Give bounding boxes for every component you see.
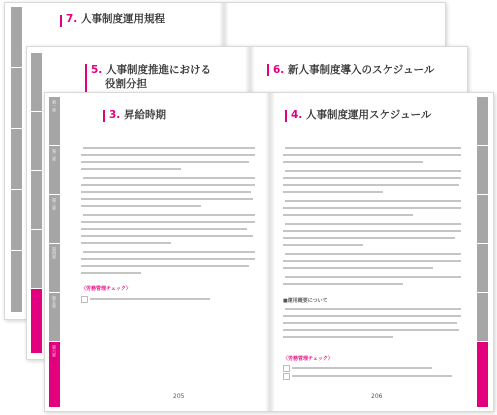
section-title-text: 昇給時期 bbox=[123, 109, 166, 121]
middle-page-chapter-tabs bbox=[31, 53, 42, 353]
checklist-item-text bbox=[292, 367, 432, 369]
title-accent-bar bbox=[85, 64, 87, 92]
chapter-tab[interactable]: 第四章 bbox=[49, 244, 60, 293]
chapter-tab[interactable]: 第二章 bbox=[49, 146, 60, 195]
title-accent-bar bbox=[285, 110, 287, 122]
section-number: 5. bbox=[91, 64, 103, 76]
section-number: 4. bbox=[291, 109, 303, 121]
section-title-line2: 役割分担 bbox=[105, 78, 147, 91]
chapter-tab[interactable] bbox=[31, 230, 42, 289]
back-page-chapter-tabs bbox=[11, 7, 22, 312]
chapter-tab-active[interactable] bbox=[31, 289, 42, 354]
chapter-tab[interactable]: 第一章 bbox=[49, 97, 60, 146]
chapter-tab[interactable] bbox=[31, 112, 42, 171]
checklist-checkbox[interactable] bbox=[81, 296, 88, 303]
right-subheading: ■運用概要について bbox=[283, 298, 328, 304]
chapter-tab[interactable] bbox=[11, 190, 22, 251]
chapter-tab[interactable] bbox=[477, 244, 488, 293]
chapter-tab[interactable] bbox=[477, 97, 488, 146]
chapter-tab[interactable] bbox=[477, 293, 488, 342]
title-accent-bar bbox=[103, 110, 105, 122]
left-checklist-heading: 〈労務管理チェック〉 bbox=[81, 286, 131, 292]
chapter-tab[interactable]: 第五章 bbox=[49, 293, 60, 342]
front-page bbox=[44, 92, 494, 412]
checklist-checkbox[interactable] bbox=[283, 365, 290, 372]
section-title-text: 人事制度運用スケジュール bbox=[305, 109, 432, 121]
chapter-tab-active[interactable]: 第六章 bbox=[49, 342, 60, 408]
chapter-tab-active[interactable] bbox=[477, 342, 488, 408]
checklist-item-text bbox=[90, 298, 210, 300]
right-checklist-heading: 〈労務管理チェック〉 bbox=[283, 356, 333, 362]
front-left-title bbox=[109, 108, 166, 122]
section-number: 7. bbox=[66, 13, 78, 25]
section-number: 3. bbox=[109, 109, 121, 121]
right-chapter-tabs bbox=[477, 97, 488, 407]
left-chapter-tabs bbox=[49, 97, 60, 407]
chapter-tab[interactable] bbox=[11, 129, 22, 190]
chapter-tab[interactable] bbox=[11, 7, 22, 68]
chapter-tab[interactable] bbox=[477, 195, 488, 244]
page-number-right: 206 bbox=[371, 393, 383, 400]
chapter-tab[interactable] bbox=[11, 251, 22, 313]
checklist-checkbox[interactable] bbox=[283, 373, 290, 380]
page-fold bbox=[265, 93, 275, 411]
back-page-title bbox=[66, 12, 165, 26]
checklist-item-text bbox=[292, 375, 452, 377]
front-right-title bbox=[291, 108, 431, 122]
chapter-tab[interactable] bbox=[31, 53, 42, 112]
section-title-text: 人事制度運用規程 bbox=[80, 13, 165, 25]
chapter-tab[interactable] bbox=[11, 68, 22, 129]
chapter-tab[interactable] bbox=[477, 146, 488, 195]
section-number: 6. bbox=[273, 64, 285, 76]
title-accent-bar bbox=[60, 15, 62, 27]
middle-right-title bbox=[273, 63, 434, 77]
middle-left-title bbox=[91, 63, 211, 91]
title-accent-bar bbox=[267, 64, 269, 76]
section-title-text: 新人事制度導入のスケジュール bbox=[287, 64, 435, 76]
page-number-left: 205 bbox=[173, 393, 185, 400]
chapter-tab[interactable]: 第三章 bbox=[49, 195, 60, 244]
section-title-line1: 人事制度推進における bbox=[105, 64, 211, 76]
chapter-tab[interactable] bbox=[31, 171, 42, 230]
